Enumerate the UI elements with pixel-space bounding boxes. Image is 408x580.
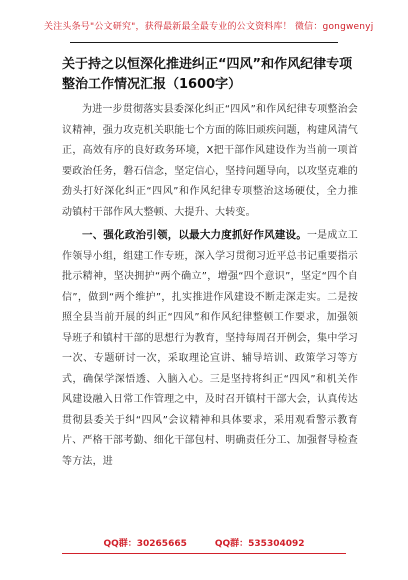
footer-qq-2: QQ群：535304092: [214, 539, 305, 549]
document-title: 关于持之以恒深化推进纠正“四风”和作风纪律专项整治工作情况汇报（1600字）: [62, 57, 353, 92]
footer-divider: [62, 553, 346, 554]
section-1-paragraph: [62, 225, 358, 472]
section-1-body: 一是成立工作领导小组，组建工作专班，深入学习贯彻习近平总书记重要指示批示精神，坚决拥护“两个确立”，增强“四个意识”，坚定“四个自信”，做到“两个维护”，扎实推进作风建设不断走深走实。二是按照全县当前开展的纠正“四风”和作风纪律整顿工作要求，加强领导班子和镇村干部的思想行为教育，坚持每周召开例会，集中学习一次、专题研讨一次，采取理论宣讲、辅导培训、政策学习等方式，确保学深悟透、入脑入心。三是坚持将纠正“四风”和机关作风建设融入日常工作管理之中，及时召开镇村干部大会，认真传达贯彻县委关于纠“四风”会议精神和具体要求，采用观看警示教育片、严格干部考勤、细化干部包村、明确责任分工、加强督导检查等方法，进: [62, 230, 359, 467]
document-body: [62, 100, 358, 472]
footer-contacts: [0, 536, 408, 552]
intro-paragraph: 为进一步贯彻落实县委深化纠正“四风”和作风纪律专项整治会议精神，强力攻克机关职能七个方面的陈旧顽疾问题，构建风清气正，高效有序的良好政务环境，X把干部作风建设作为当前一项首要政治任务，磐石信念，坚定信心，坚持问题导向，以攻坚克难的劲头打好深化纠正“四风”和作风纪律专项整治这场硬仗，全力推动镇村干部作风大整顿、大提升、大转变。: [62, 104, 358, 218]
header-divider: [70, 42, 338, 43]
section-1-heading: 一、强化政治引领，以最大力度抓好作风建设。: [82, 229, 307, 241]
footer-qq-1: QQ群：30265665: [103, 539, 187, 549]
header-banner: 关注头条号"公文研究"，获得最新最全最专业的公文资料库！ 微信：gongwenyj: [44, 22, 374, 32]
